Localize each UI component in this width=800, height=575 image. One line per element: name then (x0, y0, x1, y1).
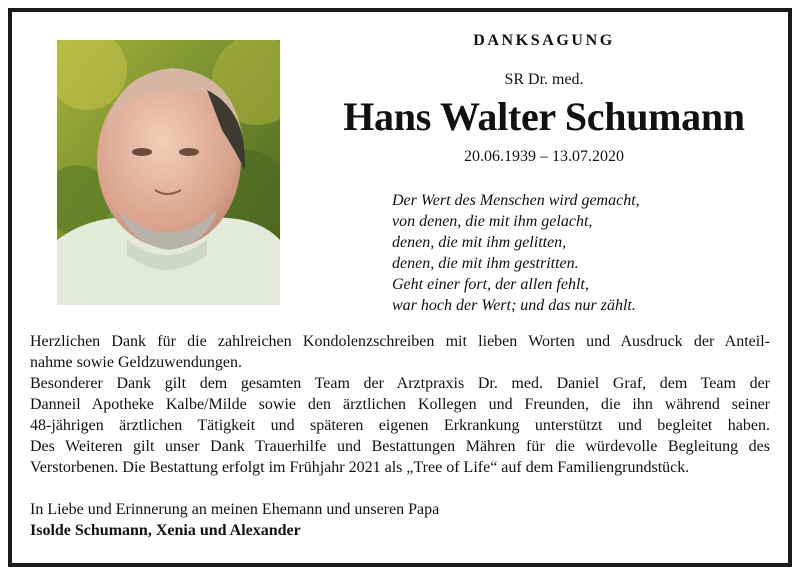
academic-title: SR Dr. med. (504, 71, 584, 88)
deceased-name: Hans Walter Schumann (343, 94, 745, 139)
closing-line: In Liebe und Erinnerung an meinen Ehemann und unseren Papa (30, 501, 440, 518)
life-dates: 20.06.1939 – 13.07.2020 (464, 148, 624, 165)
body-line: nahme sowie Geldzuwendungen. (30, 354, 242, 371)
poem-line: von denen, die mit ihm gelacht, (392, 213, 593, 230)
poem (392, 190, 722, 316)
poem-line: Der Wert des Menschen wird gemacht, (392, 192, 640, 209)
poem-line: denen, die mit ihm gestritten. (392, 255, 579, 272)
body-line: Des Weiteren gilt unser Dank Trauerhilfe und Bestattungen Mähren für die würdevolle Begleitung des (30, 438, 770, 455)
body-line: Verstorbenen. Die Bestattung erfolgt im Frühjahr 2021 als „Tree of Life“ auf dem Familiengrundstück. (30, 459, 690, 476)
signers: Isolde Schumann, Xenia und Alexander (30, 522, 301, 539)
body-line: 48-jährigen ärztlichen Tätigkeit und späteren eigenen Erkrankung unterstützt und begleitet haben. (30, 417, 770, 434)
thank-you-text (30, 331, 770, 478)
portrait-photo (57, 40, 280, 305)
poem-line: war hoch der Wert; und das nur zählt. (392, 297, 636, 314)
closing-block (30, 499, 439, 541)
body-line: Danneil Apotheke Kalbe/Milde sowie den ärztlichen Kollegen und Freunden, die ihn während seiner (30, 396, 770, 413)
poem-line: Geht einer fort, der allen fehlt, (392, 276, 589, 293)
poem-line: denen, die mit ihm gelitten, (392, 234, 567, 251)
body-line: Besonderer Dank gilt dem gesamten Team der Arztpraxis Dr. med. Daniel Graf, dem Team der (30, 375, 770, 392)
notice-label: DANKSAGUNG (473, 32, 615, 49)
body-line: Herzlichen Dank für die zahlreichen Kondolenzschreiben mit lieben Worten und Ausdruck der Anteil- (30, 333, 770, 350)
